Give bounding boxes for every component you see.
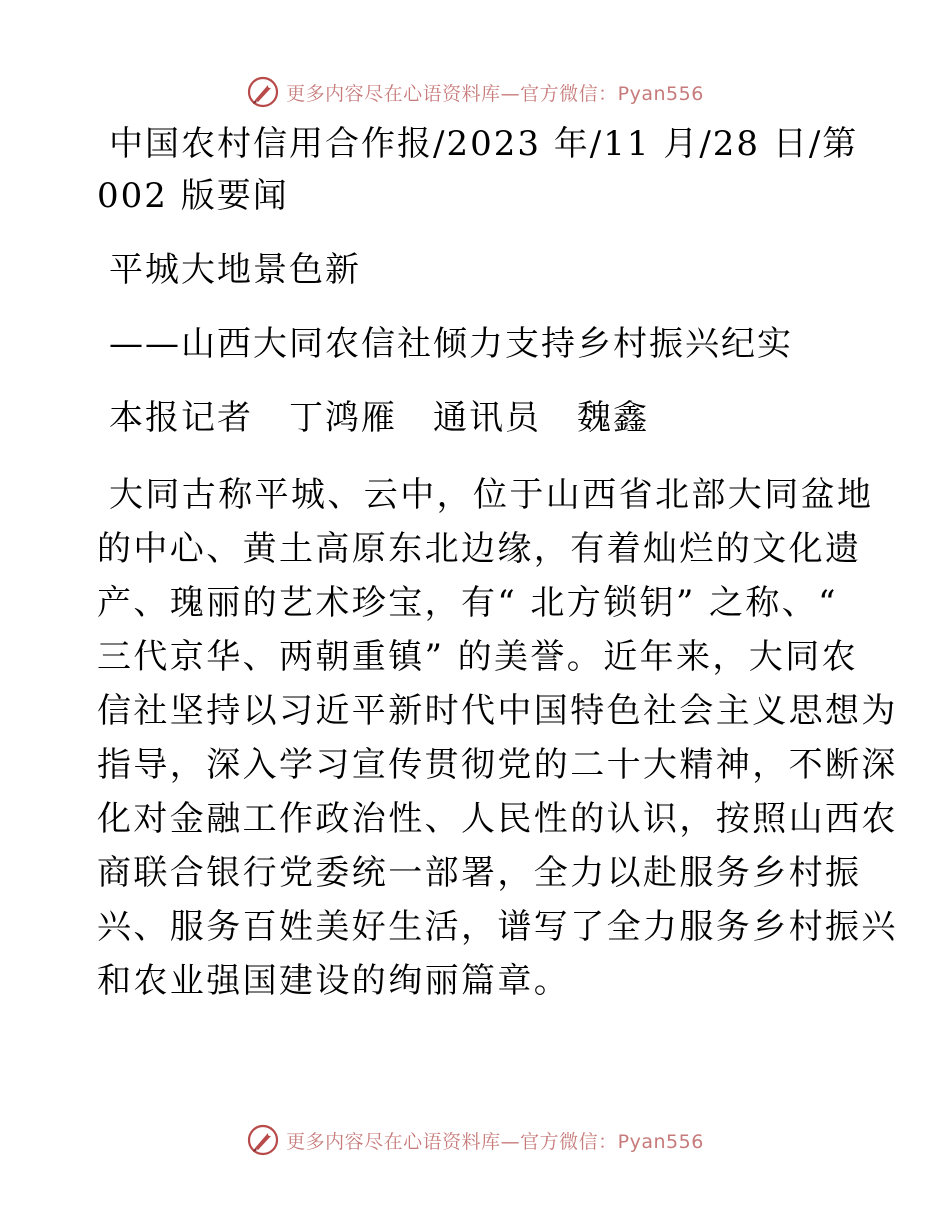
pen-logo-icon [246,1123,280,1157]
watermark-bottom [0,1120,950,1160]
source-line-1: 中国农村信用合作报/2023 年/11 月/28 日/第 [109,124,859,164]
body-line: 兴、服务百姓美好生活，谱写了全力服务乡村振兴 [97,907,898,947]
watermark-text: 更多内容尽在心语资料库—官方微信：Pyan556 [286,82,704,105]
byline: 本报记者 丁鸿雁 通讯员 魏鑫 [109,398,649,438]
body-line: 信社坚持以习近平新时代中国特色社会主义思想为 [97,691,898,731]
watermark-top [0,72,950,112]
body-line: 商联合银行党委统一部署，全力以赴服务乡村振 [97,853,862,893]
body-line: 大同古称平城、云中，位于山西省北部大同盆地 [109,475,874,515]
article-title: 平城大地景色新 [109,250,361,290]
watermark-text: 更多内容尽在心语资料库—官方微信：Pyan556 [286,1130,704,1153]
article-subtitle: ——山西大同农信社倾力支持乡村振兴纪实 [109,324,793,364]
body-paragraph [97,468,898,1008]
body-line: 化对金融工作政治性、人民性的认识，按照山西农 [97,799,898,839]
source-line-2: 002 版要闻 [97,176,289,216]
article [97,118,898,1008]
body-line: 的中心、黄土高原东北边缘，有着灿烂的文化遗 [97,529,862,569]
body-line: 和农业强国建设的绚丽篇章。 [97,961,571,1001]
pen-logo-icon [246,75,280,109]
body-line: 指导，深入学习宣传贯彻党的二十大精神，不断深 [97,745,898,785]
body-line: 三代京华、两朝重镇” 的美誉。近年来，大同农 [97,637,858,677]
body-line: 产、瑰丽的艺术珍宝，有“ 北方锁钥” 之称、“ [97,583,838,623]
